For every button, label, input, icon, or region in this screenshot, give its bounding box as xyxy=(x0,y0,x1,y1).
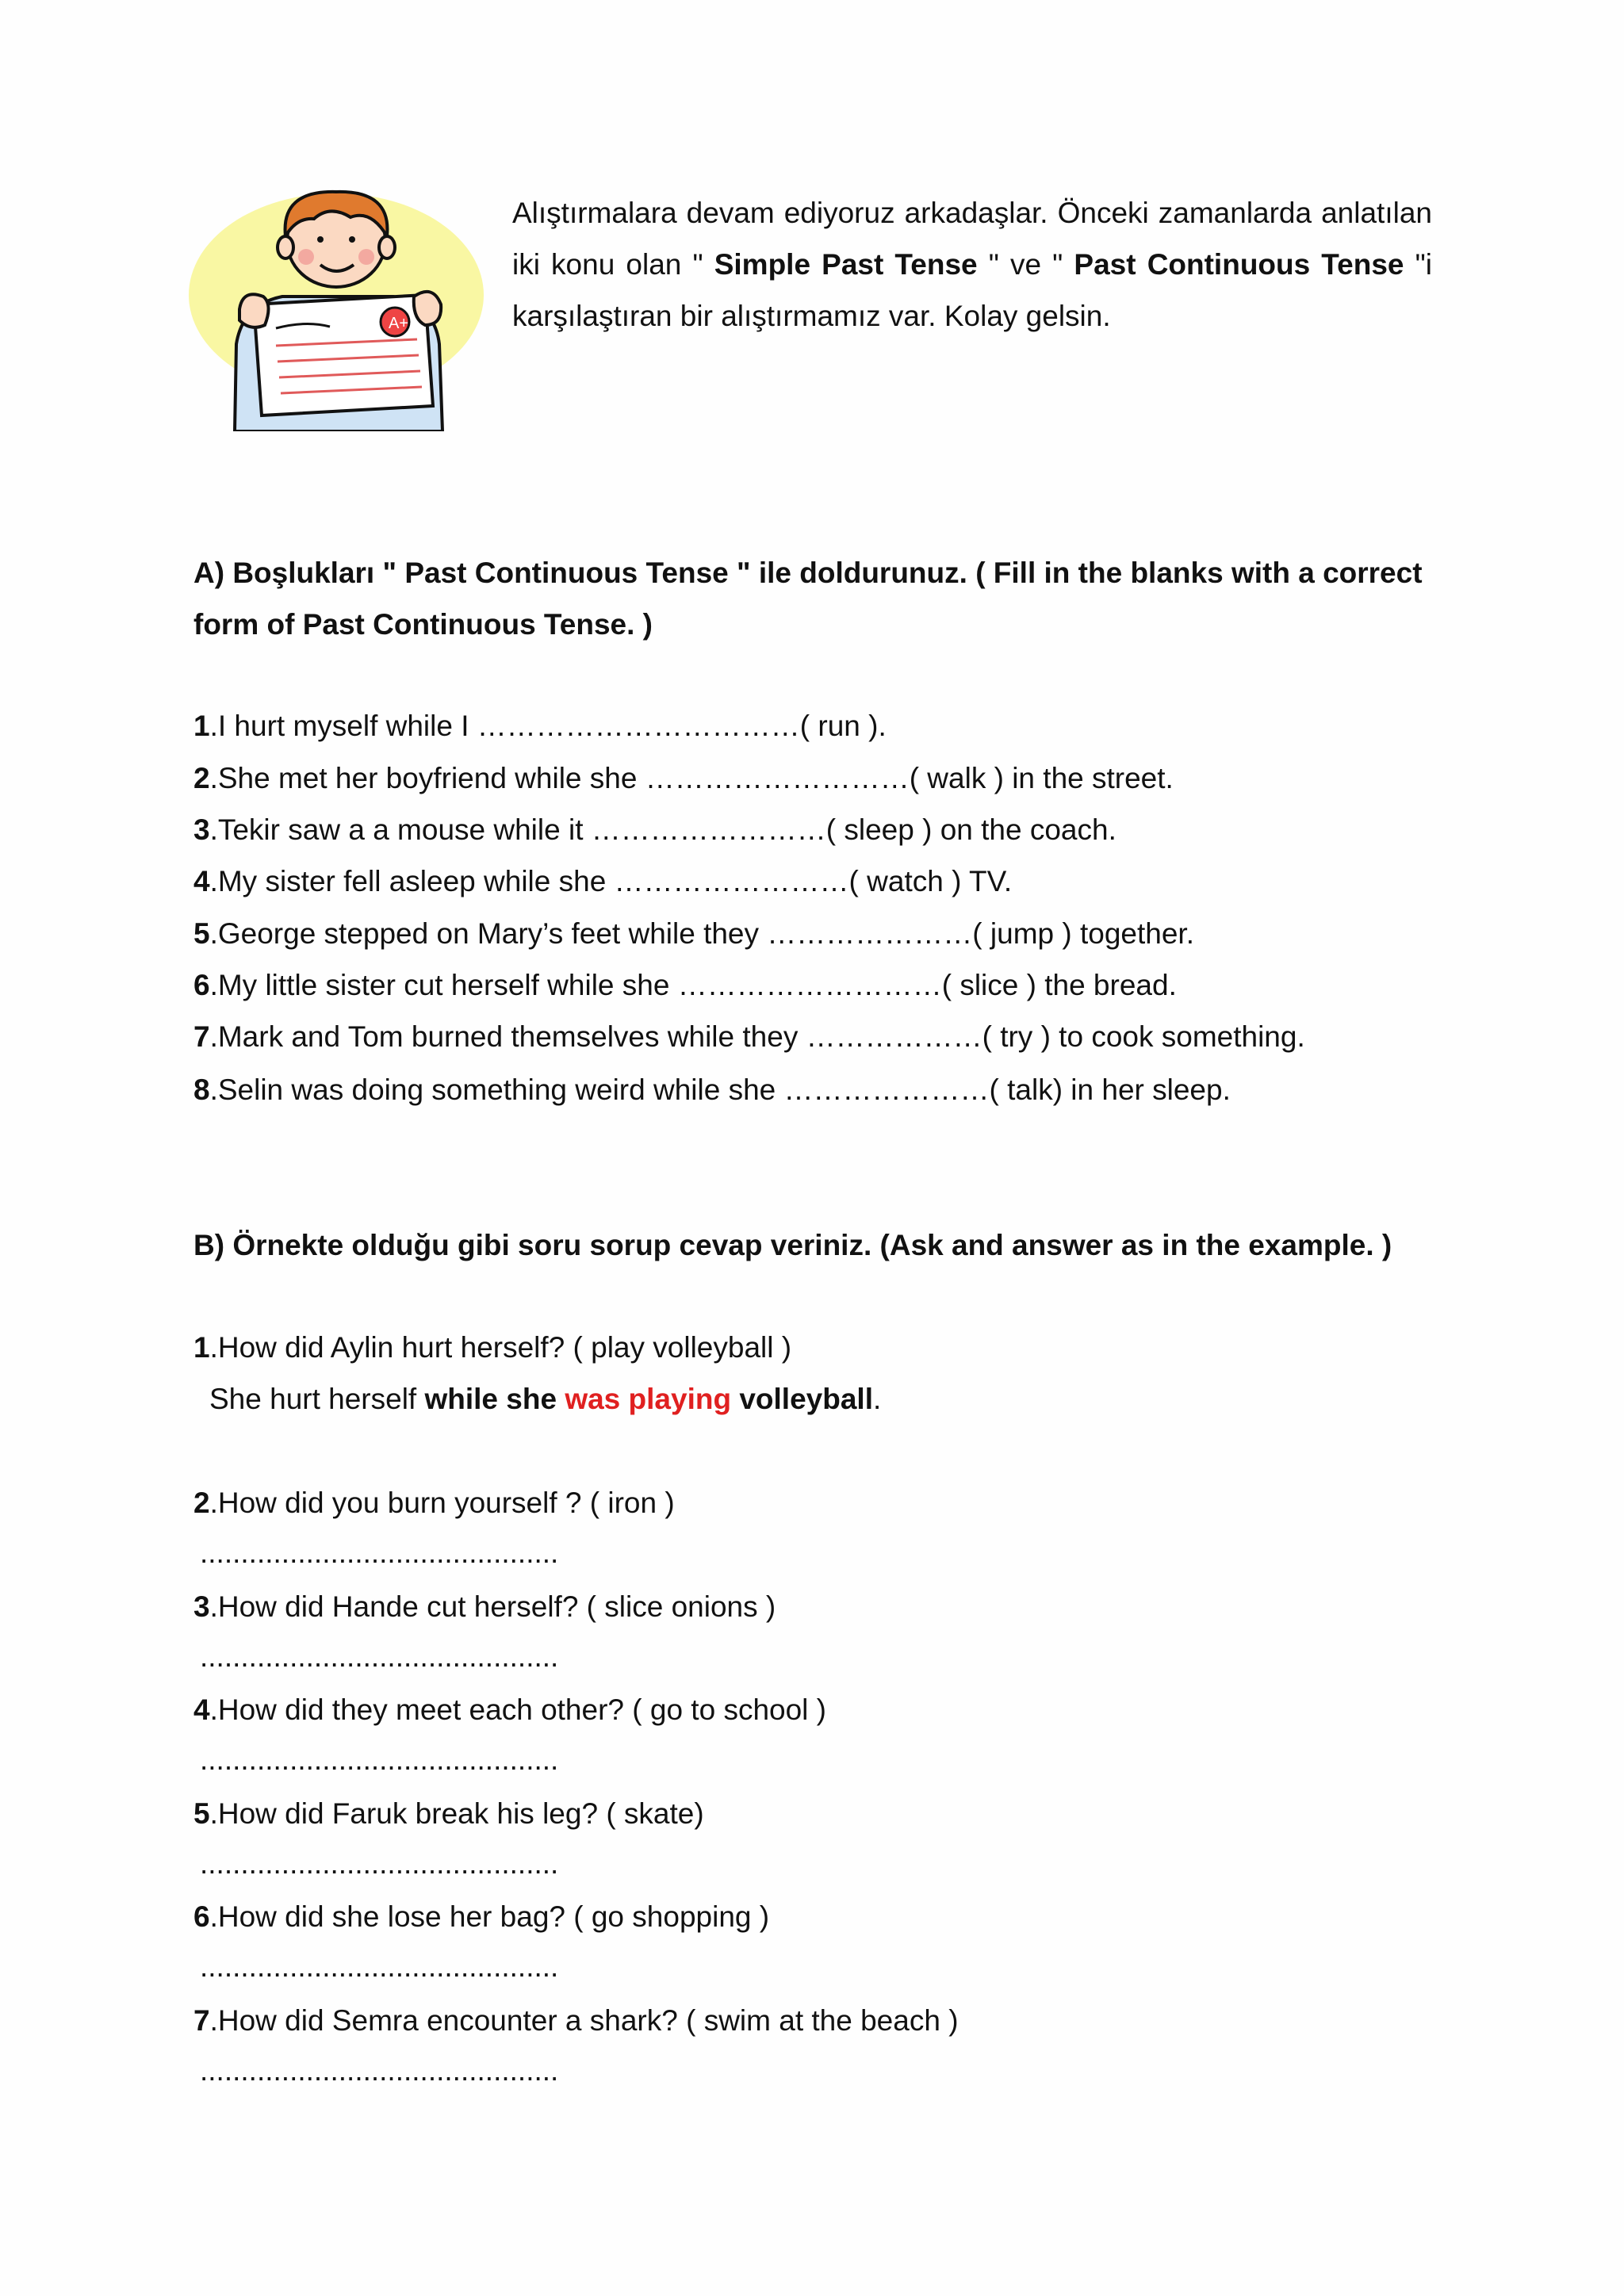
exercise-a-item: 2.She met her boyfriend while she ………………………( walk ) in the street. xyxy=(193,762,1174,794)
exercise-a-item: 4.My sister fell asleep while she ……………………( watch ) TV. xyxy=(193,865,1013,897)
exercise-a-item: 5.George stepped on Mary’s feet while they …………………( jump ) together. xyxy=(193,917,1194,950)
intro-paragraph xyxy=(512,187,1432,342)
left-hand xyxy=(239,294,269,327)
right-hand xyxy=(414,292,441,325)
example-question: 1.How did Aylin hurt herself? ( play volleyball ) xyxy=(193,1331,792,1364)
section-a-heading: A) Boşlukları " Past Continuous Tense " ile doldurunuz. ( Fill in the blanks with a correct form of Past Continuous Tense. ) xyxy=(193,557,1423,641)
exercise-b-question: 6.How did she lose her bag? ( go shopping ) xyxy=(193,1900,770,1933)
example-answer: She hurt herself while she was playing volleyball. xyxy=(209,1383,882,1415)
section-b-heading: B) Örnekte olduğu gibi soru sorup cevap veriniz. (Ask and answer as in the example. ) xyxy=(193,1229,1392,1261)
answer-blank[interactable]: ............................................ xyxy=(200,1536,559,1569)
exercise-a-item: 6.My little sister cut herself while she ………………………( slice ) the bread. xyxy=(193,969,1177,1001)
answer-blank[interactable]: ............................................ xyxy=(200,1950,559,1983)
exercise-a-item: 7.Mark and Tom burned themselves while they ………………( try ) to cook something. xyxy=(193,1020,1305,1053)
intro-term-past-continuous: Past Continuous Tense xyxy=(1074,248,1404,281)
exercise-a-item: 1.I hurt myself while I ……………………………( run ). xyxy=(193,710,887,742)
intro-text: Alıştırmalara devam ediyoruz arkadaşlar. Önceki zamanlarda anlatılan iki konu olan " xyxy=(512,197,1432,281)
answer-blank[interactable]: ............................................ xyxy=(200,2054,559,2087)
exercise-b-question: 5.How did Faruk break his leg? ( skate) xyxy=(193,1797,704,1830)
intro-term-simple-past: Simple Past Tense xyxy=(714,248,978,281)
intro-text: "i karşılaştıran bir alıştırmamız var. Kolay gelsin. xyxy=(512,248,1432,332)
exercise-b-question: 2.How did you burn yourself ? ( iron ) xyxy=(193,1487,675,1519)
answer-blank[interactable]: ............................................ xyxy=(200,1847,559,1880)
boy-with-paper-illustration xyxy=(187,186,488,431)
intro-text: " ve " xyxy=(977,248,1074,281)
exercise-a-item: 3.Tekir saw a a mouse while it ……………………( sleep ) on the coach. xyxy=(193,813,1116,846)
answer-blank[interactable]: ............................................ xyxy=(200,1640,559,1673)
exercise-b-question: 7.How did Semra encounter a shark? ( swim at the beach ) xyxy=(193,2004,959,2037)
exercise-b-question: 3.How did Hande cut herself? ( slice onions ) xyxy=(193,1590,776,1623)
exercise-b-question: 4.How did they meet each other? ( go to school ) xyxy=(193,1693,826,1726)
exercise-a-item: 8.Selin was doing something weird while she …………………( talk) in her sleep. xyxy=(193,1073,1231,1106)
answer-blank[interactable]: ............................................ xyxy=(200,1743,559,1776)
svg-text:A+: A+ xyxy=(389,315,409,332)
